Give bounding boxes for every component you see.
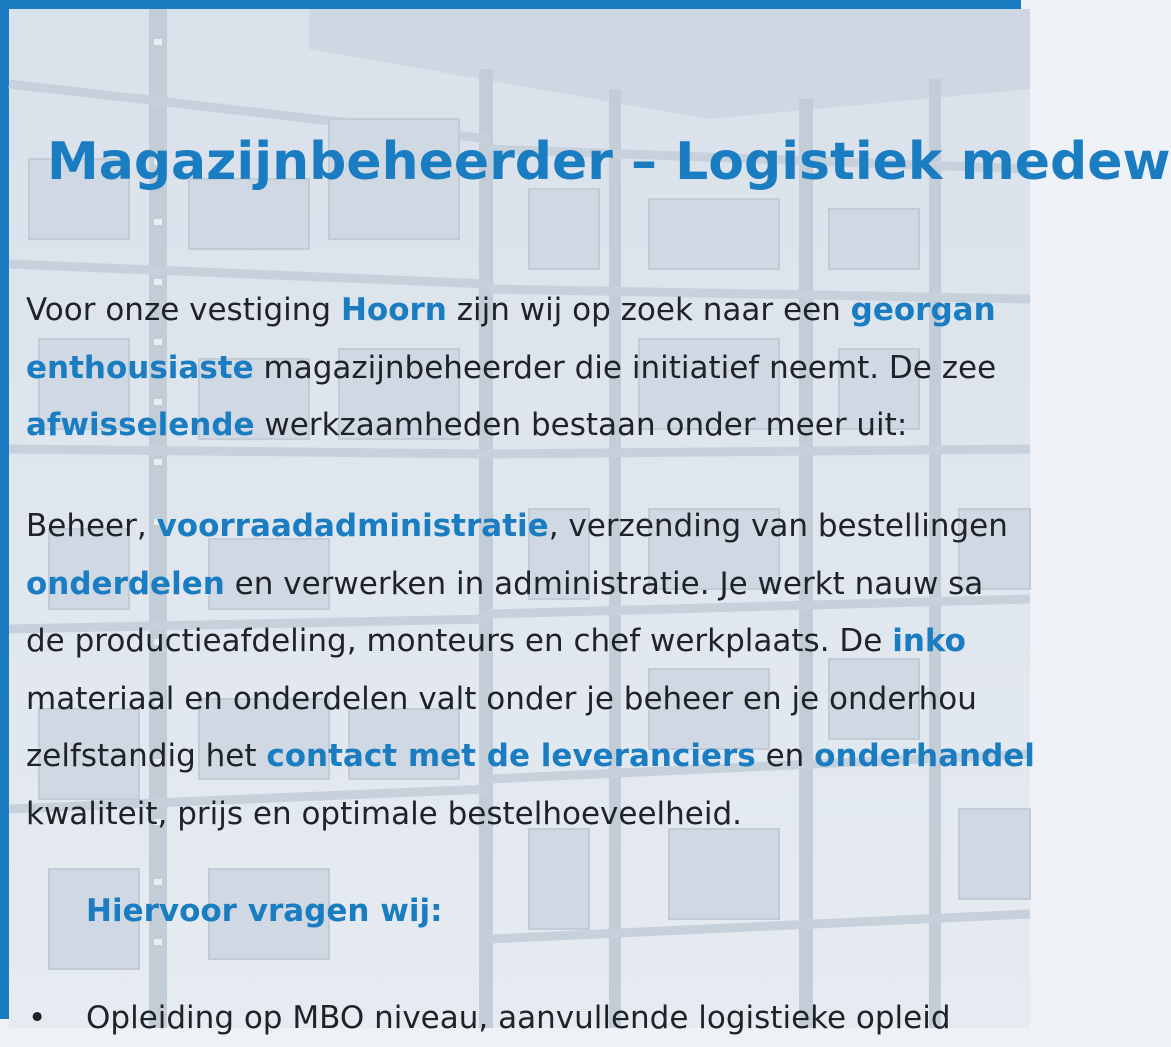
tasks-paragraph (26, 498, 1035, 843)
text-line (26, 282, 996, 340)
body-text: Beheer, (26, 508, 157, 544)
body-text: werkzaamheden bestaan onder meer uit: (254, 407, 908, 443)
intro-paragraph (26, 282, 996, 455)
body-text: materiaal en onderdelen valt onder je beheer en je onderhou (26, 680, 977, 717)
body-text: magazijnbeheerder die initiatief neemt. De zee (253, 349, 997, 386)
highlighted-text: Hoorn (340, 292, 447, 328)
highlighted-text: onderhandel (814, 738, 1035, 774)
text-line (26, 786, 1035, 844)
text-line (26, 556, 1035, 614)
bullet-icon: • (28, 1000, 47, 1036)
body-text: Voor onze vestiging (26, 292, 341, 328)
highlighted-text: georgan (850, 292, 996, 328)
highlighted-text: inko (892, 623, 966, 659)
body-text: zelfstandig het (26, 738, 267, 774)
text-line (26, 340, 996, 398)
body-text: en (755, 738, 815, 774)
text-line (26, 728, 1035, 786)
body-text: de productieafdeling, monteurs en chef werkplaats. De (26, 623, 893, 659)
requirement-text: Opleiding op MBO niveau, aanvullende logistieke opleid (86, 1000, 951, 1036)
body-text: en verwerken in administratie. Je werkt nauw sa (224, 565, 984, 602)
body-text: kwaliteit, prijs en optimale bestelhoeveelheid. (26, 795, 742, 832)
requirements-list (26, 990, 951, 1047)
highlighted-text: onderdelen (26, 565, 225, 602)
highlighted-text: afwisselende (26, 407, 255, 443)
page-title: Magazijnbeheerder – Logistiek medew (47, 132, 1171, 192)
text-line (26, 498, 1035, 556)
text-line (26, 613, 1035, 671)
highlighted-text: contact met de leveranciers (266, 738, 756, 774)
body-text: , verzending van bestellingen (548, 508, 1008, 544)
highlighted-text: enthousiaste (26, 349, 254, 386)
text-line (26, 397, 996, 455)
text-line (26, 671, 1035, 729)
requirements-heading: Hiervoor vragen wij: (86, 893, 443, 929)
body-text: zijn wij op zoek naar een (446, 292, 851, 328)
list-item (26, 990, 951, 1047)
highlighted-text: voorraadadministratie (156, 508, 549, 544)
